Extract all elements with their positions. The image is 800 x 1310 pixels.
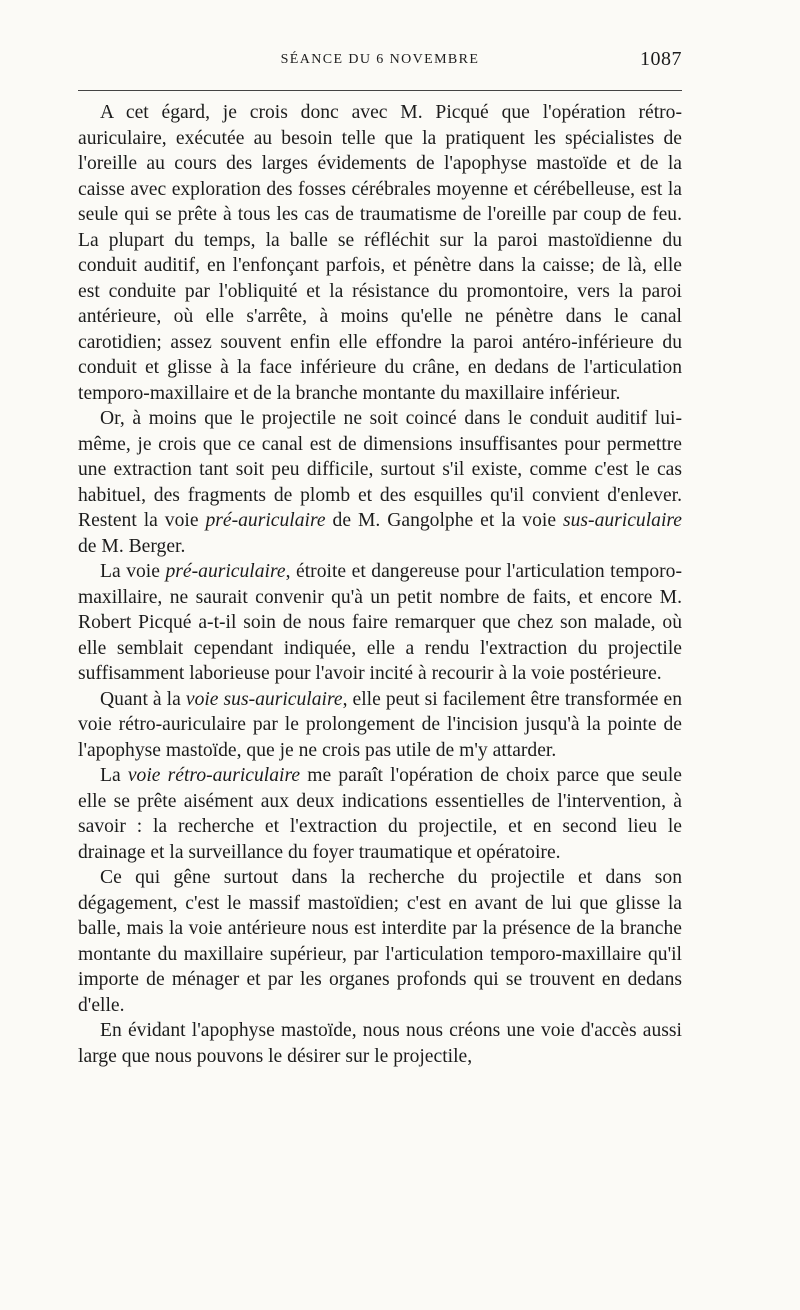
italic-term: pré-auriculaire <box>165 561 286 582</box>
page-number: 1087 <box>640 48 682 70</box>
paragraph-4 <box>78 687 682 764</box>
italic-term: voie rétro-auriculaire <box>127 765 301 786</box>
paragraph-text: Or, à moins que le projectile ne soit coincé dans le conduit auditif lui-même, je crois que ce canal est de dimensions insuffisantes pour permettre une extraction tant soit peu difficile, surtout s'il existe, comme c'est le cas habituel, des fragments de plomb et des esquilles qu'il convient d'enlever. Restent la voie <box>78 408 682 531</box>
paragraph-text: En évidant l'apophyse mastoïde, nous nous créons une voie d'accès aussi large que nous pouvons le désirer sur le projectile, <box>78 1020 682 1067</box>
italic-term: voie sus-auriculaire <box>185 688 343 710</box>
paragraph-text: Quant à la <box>100 688 186 710</box>
paragraph-5 <box>78 763 682 865</box>
paragraph-6 <box>78 865 682 1018</box>
paragraph-2 <box>78 406 682 559</box>
paragraph-text: , étroite et dangereuse pour l'articulation temporo-maxillaire, ne saurait convenir qu'à un petit nombre de faits, et encore M. Robert Picqué a-t-il soin de nous faire remarquer que chez son malade, où elle semblait cependant indiquée, elle a rendu l'extraction du projectile suffisamment laborieuse pour l'avoir incité à recourir à la voie postérieure. <box>78 561 682 684</box>
header-rule <box>78 90 682 91</box>
paragraph-text: de M. Gangolphe et la voie <box>325 510 563 531</box>
running-title: SÉANCE DU 6 NOVEMBRE <box>280 52 480 67</box>
paragraph-text: me paraît l'opération de choix parce que seule elle se prête aisément aux deux indications essentielles de l'intervention, à savoir : la recherche et l'extraction du projectile, et en second lieu le drainage et la surveillance du foyer traumatique et opératoire. <box>78 765 682 863</box>
italic-term: sus-auriculaire <box>563 510 683 531</box>
paragraph-1 <box>78 100 682 406</box>
paragraph-text: Ce qui gêne surtout dans la recherche du projectile et dans son dégagement, c'est le massif mastoïdien; c'est en avant de lui que glisse la balle, mais la voie antérieure nous est interdite par la présence de la branche montante du maxillaire supérieur, par l'articulation temporo-maxillaire qu'il importe de ménager et par les organes profonds qui se trouvent en dedans d'elle. <box>78 867 682 1016</box>
paragraph-text: de M. Berger. <box>78 535 186 557</box>
paragraph-text: A cet égard, je crois donc avec M. Picqué que l'opération rétro-auriculaire, exécutée au besoin telle que la pratiquent les spécialistes de l'oreille au cours des larges évidements de l'apophyse mastoïde et de la caisse avec exploration des fosses cérébrales moyenne et cérébelleuse, est la seule qui se prête à tous les cas de traumatisme de l'oreille par coup de feu. La plupart du temps, la balle se réfléchit sur la paroi mastoïdienne du conduit auditif, en l'enfonçant parfois, et pénètre dans la caisse; de là, elle est conduite par l'obliquité et la résistance du promontoire, vers la paroi antérieure, où elle s'arrête, à moins qu'elle ne pénètre dans le canal carotidien; assez souvent enfin elle effondre la paroi antéro-inférieure du conduit et glisse à la face inférieure du crâne, en dedans de l'articulation temporo-maxillaire et de la branche montante du maxillaire inférieur. <box>78 102 682 404</box>
page-header <box>78 48 682 74</box>
paragraph-7 <box>78 1018 682 1069</box>
body-text <box>78 100 682 1069</box>
italic-term: pré-auriculaire <box>205 510 326 531</box>
paragraph-text: La voie <box>100 561 166 582</box>
paragraph-text: La <box>100 765 128 786</box>
paragraph-3 <box>78 559 682 687</box>
paragraph-text: , elle peut si facilement être transformée en voie rétro-auriculaire par le prolongement de l'incision jusqu'à la pointe de l'apophyse mastoïde, que je ne crois pas utile de m'y attarder. <box>78 688 683 761</box>
